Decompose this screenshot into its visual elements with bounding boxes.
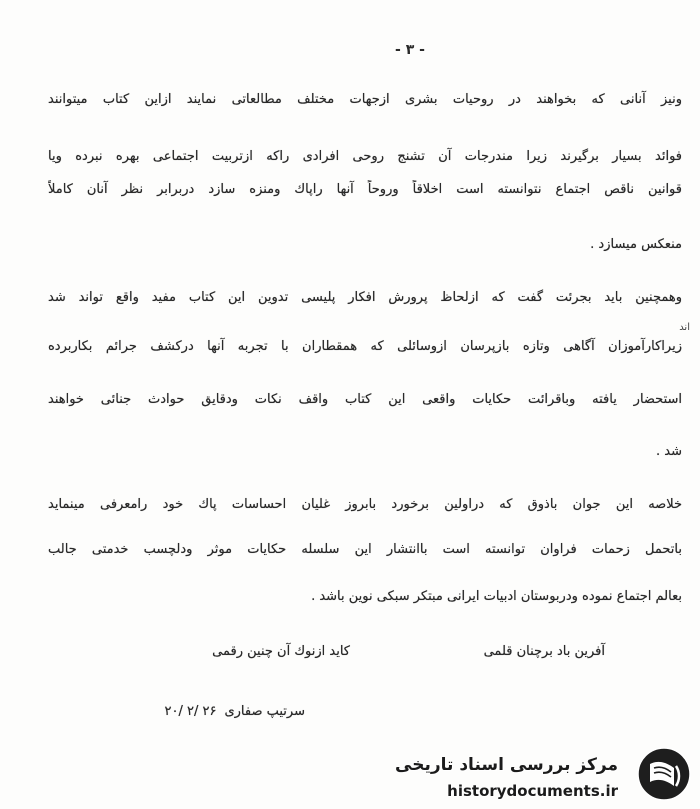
text-line-2: فوائد بسیار برگیرند زیرا مندرجات آن تشنج روحی افرادی راکه ازتربیت اجتماعی بهره نبرده ویا	[48, 149, 682, 164]
signature-block	[165, 702, 305, 722]
text-line-5: وهمچنین باید بجرئت گفت که ازلحاظ پرورش افکار پلیسی تدوین این کتاب مفید واقع تواند شد	[48, 290, 682, 305]
watermark-org-name: مرکز بررسی اسناد تاریخی	[395, 755, 618, 775]
text-line-10: باتحمل زحمات فراوان توانسته است باانتشار این سلسله حکایات موثر ودلچسب خدمتی جالب	[48, 542, 682, 557]
page-number: - ۳ -	[395, 42, 425, 58]
watermark-website: historydocuments.ir	[447, 782, 618, 800]
text-line-11: بعالم اجتماع نموده ودربوستان ادبیات ایرانی مبتکر سبکی نوین باشد .	[311, 589, 682, 604]
signature-date: ۲۰/ ۲/ ۲۶	[164, 704, 217, 719]
superscript-insertion: اند	[679, 322, 690, 333]
archive-emblem-icon	[636, 746, 692, 802]
verse-left-hemistich: کاید ازنوك آن چنین رقمی	[212, 644, 350, 659]
text-line-6: زیراکارآموزان آگاهی وتازه بازپرسان ازوسائلی که همقطاران با تجربه آنها درکشف جرائم بکاربرده	[48, 339, 682, 354]
signatory-name: سرتیپ صفاری	[224, 704, 305, 719]
text-line-7: استحضار یافته وباقرائت حکایات واقعی این کتاب واقف نکات ودقایق حوادث جنائی خواهند	[48, 392, 682, 407]
verse-right-hemistich: آفرین باد برچنان قلمی	[483, 644, 605, 659]
text-line-8: شد .	[656, 444, 682, 459]
text-line-9: خلاصه این جوان باذوق که دراولین برخورد بابروز غلیان احساسات پاك خود رامعرفی مینماید	[48, 497, 682, 512]
text-line-1: ونیز آنانی که بخواهند در روحیات بشری ازجهات مختلف مطالعاتی نمایند ازاین کتاب میتوانند	[48, 92, 682, 107]
text-line-4: منعکس میسازد .	[590, 237, 682, 252]
text-line-3: قوانین ناقص اجتماع نتوانسته است اخلاقاً وروحاً آنها راپاك ومنزه سازد دربرابر نظر آنان کاملاً	[48, 182, 682, 197]
